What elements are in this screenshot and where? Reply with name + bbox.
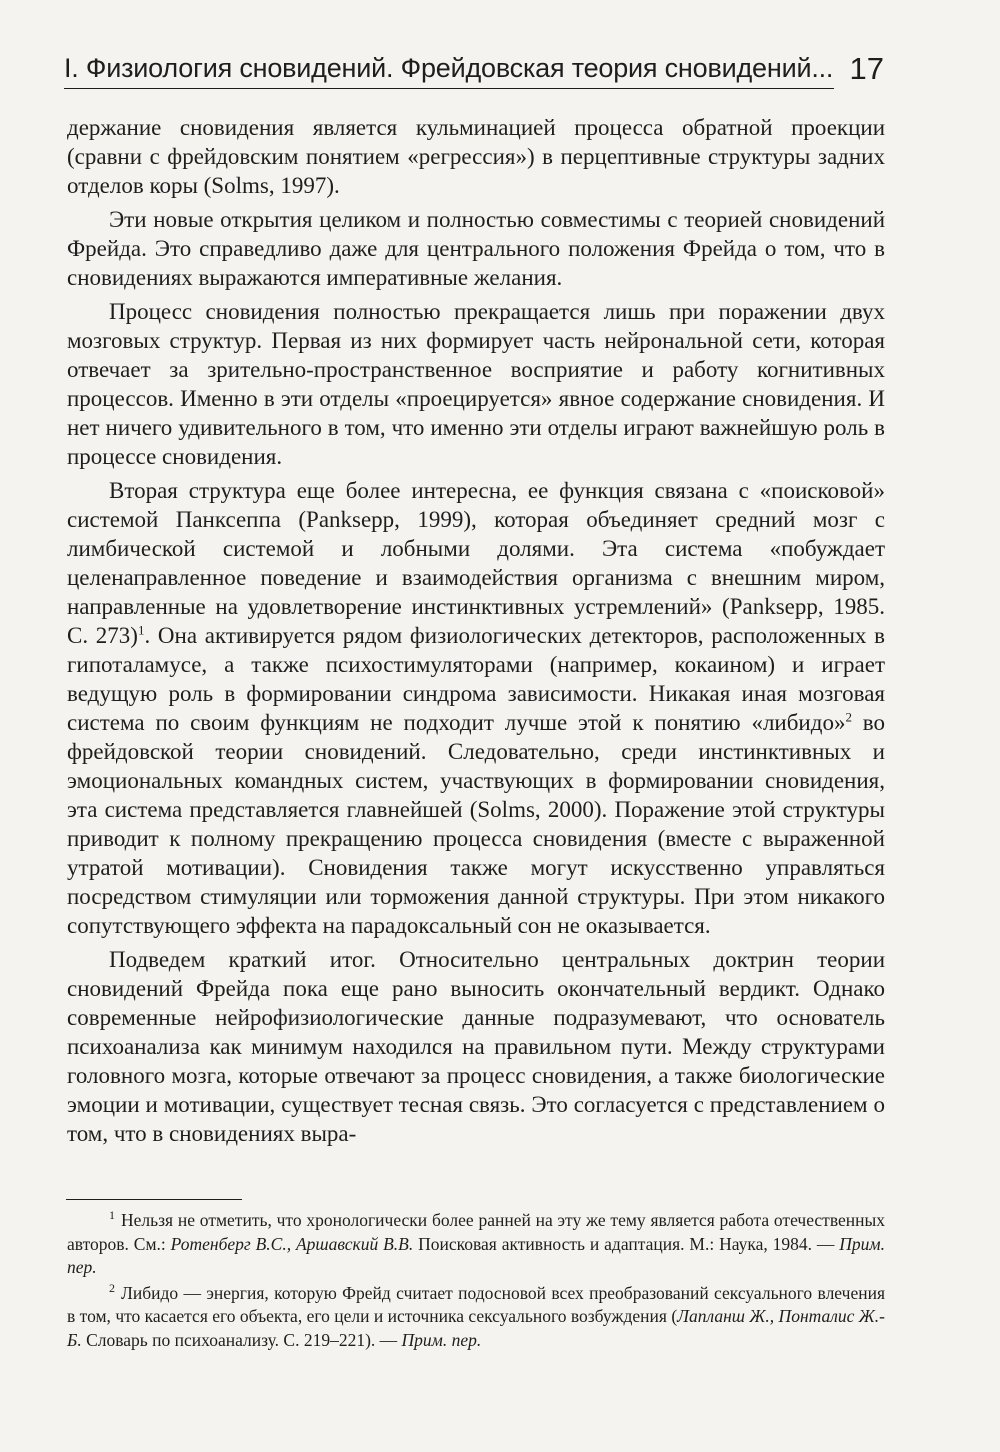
paragraph-4-part-a: Вторая структура еще более интересна, ее функция связана с «поисковой» системой Панксеппа (Panksepp, 1999), которая объединяет средний мозг с лимбической системой и лобными долями. Эта система «побуждает целенаправленное поведение и взаимодействия организма с внешним миром, направленные на удовлетворение инстинктивных устремлений» (Panksepp, 1985. С. 273) xyxy=(67,478,885,648)
footnote-rule xyxy=(66,1199,242,1200)
footnotes xyxy=(67,1209,885,1354)
footnote-2-text-a: Либидо — энергия, которую Фрейд считает подосновой всех преобразований сексуального влечения в том, что касается его объекта, его цели и источника сексуального возбуждения ( xyxy=(67,1282,885,1326)
footnote-1-authors: Ротенберг В.С., Аршавский В.В. xyxy=(170,1233,414,1254)
footnote-2-mark: 2 xyxy=(109,1280,115,1295)
footnote-2-authors: Лапланш Ж., Понталис Ж.-Б. xyxy=(67,1306,885,1350)
running-header xyxy=(64,46,884,86)
paragraph-4-part-b: . Она активируется рядом физиологических детекторов, расположенных в гипоталамусе, а также психостимуляторами (например, кокаином) и играет ведущую роль в формировании синдрома зависимости. Никакая иная мозговая система по своим функциям не подходит лучше этой к понятию «либидо» xyxy=(67,623,885,735)
header-rule xyxy=(64,88,834,89)
paragraph-1: держание сновидения является кульминацией процесса обратной проекции (сравни с фрейдовским понятием «регрессия») в перцептивные структуры задних отделов коры (Solms, 1997). xyxy=(67,115,885,198)
main-text xyxy=(67,113,885,1153)
page-number: 17 xyxy=(849,51,884,86)
paragraph-4-part-c: во фрейдовской теории сновидений. Следовательно, среди инстинктивных и эмоциональных командных систем, участвующих в формировании сновидения, эта система представляется главнейшей (Solms, 2000). Поражение этой структуры приводит к полному прекращению процесса сновидения (вместе с выраженной утратой мотивации). Сновидения также могут искусственно управляться посредством стимуляции или торможения данной структуры. При этом никакого сопутствующего эффекта на парадоксальный сон не оказывается. xyxy=(67,710,886,938)
footnote-1-text-b: Поисковая активность и адаптация. М.: Наука, 1984. — xyxy=(413,1233,840,1254)
footnote-2-note: Прим. пер. xyxy=(401,1329,482,1350)
paragraph-2: Эти новые открытия целиком и полностью совместимы с теорией сновидений Фрейда. Это справедливо даже для центрального положения Фрейда о том, что в сновидениях выражаются императивные желания. xyxy=(67,207,885,290)
footnote-1 xyxy=(67,1209,885,1280)
paragraph-4 xyxy=(67,476,885,940)
paragraph-3: Процесс сновидения полностью прекращается лишь при поражении двух мозговых структур. Первая из них формирует часть нейрональной сети, которая отвечает за зрительно-пространственное восприятие и работу когнитивных процессов. Именно в эти отделы «проецируется» явное содержание сновидения. И нет ничего удивительного в том, что именно эти отделы играют важнейшую роль в процессе сновидения. xyxy=(67,299,885,469)
footnote-1-text-a: Нельзя не отметить, что хронологически более ранней на эту же тему является работа отечественных авторов. См.: xyxy=(67,1210,885,1254)
footnote-2-text-b: Словарь по психоанализу. С. 219–221). — xyxy=(81,1329,402,1350)
footnote-2 xyxy=(67,1282,885,1353)
footnote-ref-2: 2 xyxy=(845,709,852,725)
footnote-1-mark: 1 xyxy=(109,1208,115,1223)
footnote-1-note: Прим. пер. xyxy=(67,1233,885,1277)
paragraph-5: Подведем краткий итог. Относительно центральных доктрин теории сновидений Фрейда пока еще рано выносить окончательный вердикт. Однако современные нейрофизиологические данные подразумевают, что основатель психоанализа как минимум находился на правильном пути. Между структурами головного мозга, которые отвечают за процесс сновидения, а также биологические эмоции и мотивации, существует тесная связь. Это согласуется с представлением о том, что в сновидениях выра- xyxy=(67,947,885,1146)
running-header-title: I. Физиология сновидений. Фрейдовская теория сновидений... xyxy=(64,53,834,83)
footnote-ref-1: 1 xyxy=(137,622,145,638)
